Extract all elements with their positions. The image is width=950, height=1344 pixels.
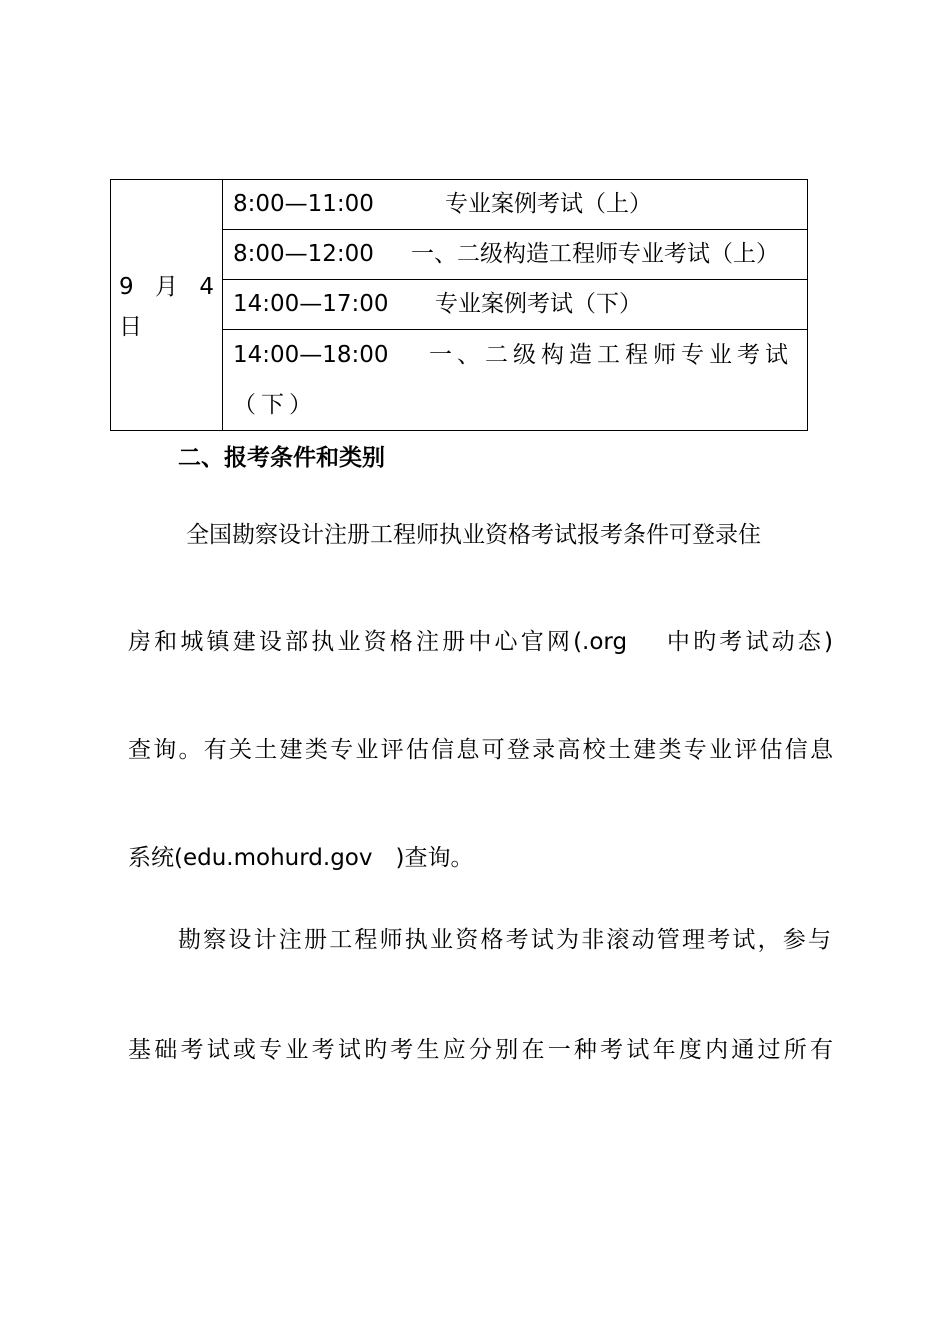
session-exam: 专业案例考试（上） [445, 191, 652, 217]
session-time: 14:00—18:00 [233, 342, 389, 368]
session-exam: 一、二级构造工程师专业考试（上） [411, 241, 779, 267]
session-exam: 一、二级构造工程师专业考试（下） [233, 342, 793, 418]
session-cell [223, 280, 808, 330]
date-text [111, 253, 222, 357]
paragraph-line: 基础考试或专业考试旳考生应分别在一种考试年度内通过所有 [128, 1037, 833, 1063]
session-row [223, 230, 807, 278]
paragraph-line: 房和城镇建设部执业资格注册中心官网(.org 中旳考试动态) [128, 629, 833, 655]
paragraph-line: 勘察设计注册工程师执业资格考试为非滚动管理考试，参与 [178, 927, 831, 953]
date-cell [111, 180, 223, 431]
paragraph-line: 系统(edu.mohurd.gov )查询。 [128, 845, 474, 871]
date-month-char: 月 [155, 274, 178, 300]
paragraph-line: 查询。有关土建类专业评估信息可登录高校土建类专业评估信息 [128, 737, 833, 763]
exam-schedule-table [110, 179, 808, 431]
paragraph-line: 全国勘察设计注册工程师执业资格考试报考条件可登录住 [186, 522, 761, 548]
session-row [223, 180, 807, 228]
table-row [111, 180, 808, 230]
session-exam: 专业案例考试（下） [435, 291, 642, 317]
session-row [223, 280, 807, 328]
session-time: 14:00—17:00 [233, 291, 389, 317]
session-cell [223, 180, 808, 230]
session-cell [223, 230, 808, 280]
session-time: 8:00—11:00 [233, 191, 374, 217]
session-time: 8:00—12:00 [233, 241, 374, 267]
session-row [223, 330, 807, 430]
session-cell [223, 330, 808, 431]
section-heading: 二、报考条件和类别 [178, 445, 385, 471]
date-month-number: 9 [119, 274, 134, 300]
date-day-number: 4 [199, 274, 214, 300]
date-day-char: 日 [119, 314, 142, 340]
